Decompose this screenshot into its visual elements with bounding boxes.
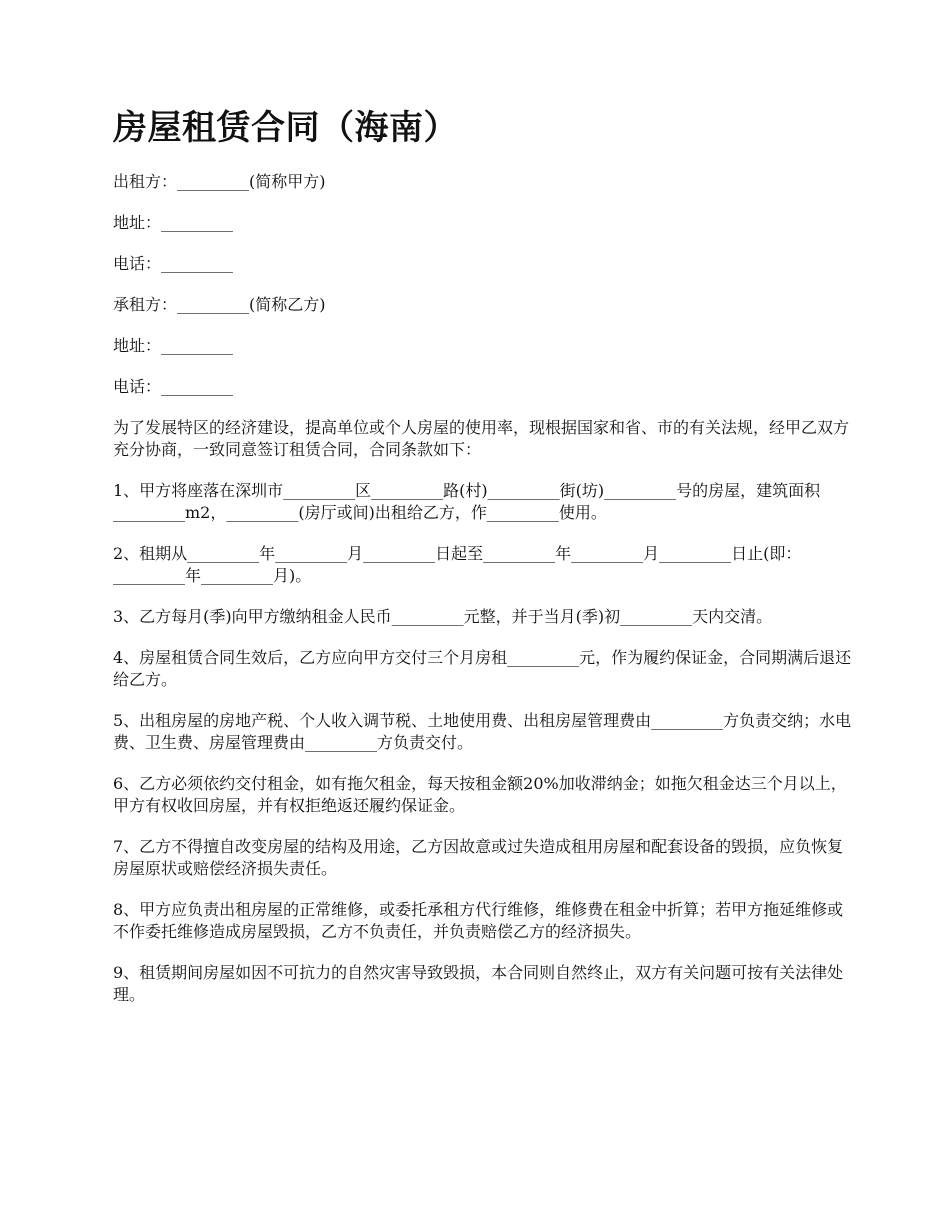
document-title: 房屋租赁合同（海南）: [113, 108, 458, 148]
document-page: [113, 108, 853, 1025]
clause-2: 2、租期从_________年_________月_________日起至_________年_________月_________日止(即：_________年_________月)。: [113, 543, 802, 585]
lessee-line: 承租方：_________(简称乙方): [113, 294, 326, 314]
lessor-address-line: 地址：_________: [113, 212, 234, 232]
clause-5: 5、出租房屋的房地产税、个人收入调节税、土地使用费、出租房屋管理费由_________方负责交纳；水电费、卫生费、房屋管理费由_________方负责交付。: [113, 710, 852, 752]
clause-3: 3、乙方每月(季)向甲方缴纳租金人民币_________元整，并于当月(季)初_________天内交清。: [113, 606, 773, 626]
clause-8: 8、甲方应负责出租房屋的正常维修，或委托承租方代行维修，维修费在租金中折算；若甲方拖延维修或不作委托维修造成房屋毁损，乙方不负责任，并负责赔偿乙方的经济损失。: [113, 899, 844, 941]
clause-4: 4、房屋租赁合同生效后，乙方应向甲方交付三个月房租_________元，作为履约保证金，合同期满后退还给乙方。: [113, 647, 852, 689]
lessor-line: 出租方：_________(简称甲方): [113, 171, 326, 191]
lessee-phone-line: 电话：_________: [113, 376, 234, 396]
clause-1: 1、甲方将座落在深圳市_________区_________路(村)_________街(坊)_________号的房屋，建筑面积_________m2，_________(房厅或间)出租给乙方，作_________使用。: [113, 480, 821, 522]
lessee-address-line: 地址：_________: [113, 335, 234, 355]
clause-7: 7、乙方不得擅自改变房屋的结构及用途，乙方因故意或过失造成租用房屋和配套设备的毁损，应负恢复房屋原状或赔偿经济损失责任。: [113, 836, 844, 878]
intro-paragraph: 为了发展特区的经济建设，提高单位或个人房屋的使用率，现根据国家和省、市的有关法规，经甲乙双方充分协商，一致同意签订租赁合同，合同条款如下：: [113, 417, 850, 459]
party-info: [113, 171, 853, 398]
lessor-phone-line: 电话：_________: [113, 253, 234, 273]
clause-6: 6、乙方必须依约交付租金，如有拖欠租金，每天按租金额20%加收滞纳金；如拖欠租金达三个月以上，甲方有权收回房屋，并有权拒绝返还履约保证金。: [113, 773, 847, 815]
clause-9: 9、租赁期间房屋如因不可抗力的自然灾害导致毁损，本合同则自然终止，双方有关问题可按有关法律处理。: [113, 962, 844, 1004]
clause-list: [113, 480, 853, 1006]
